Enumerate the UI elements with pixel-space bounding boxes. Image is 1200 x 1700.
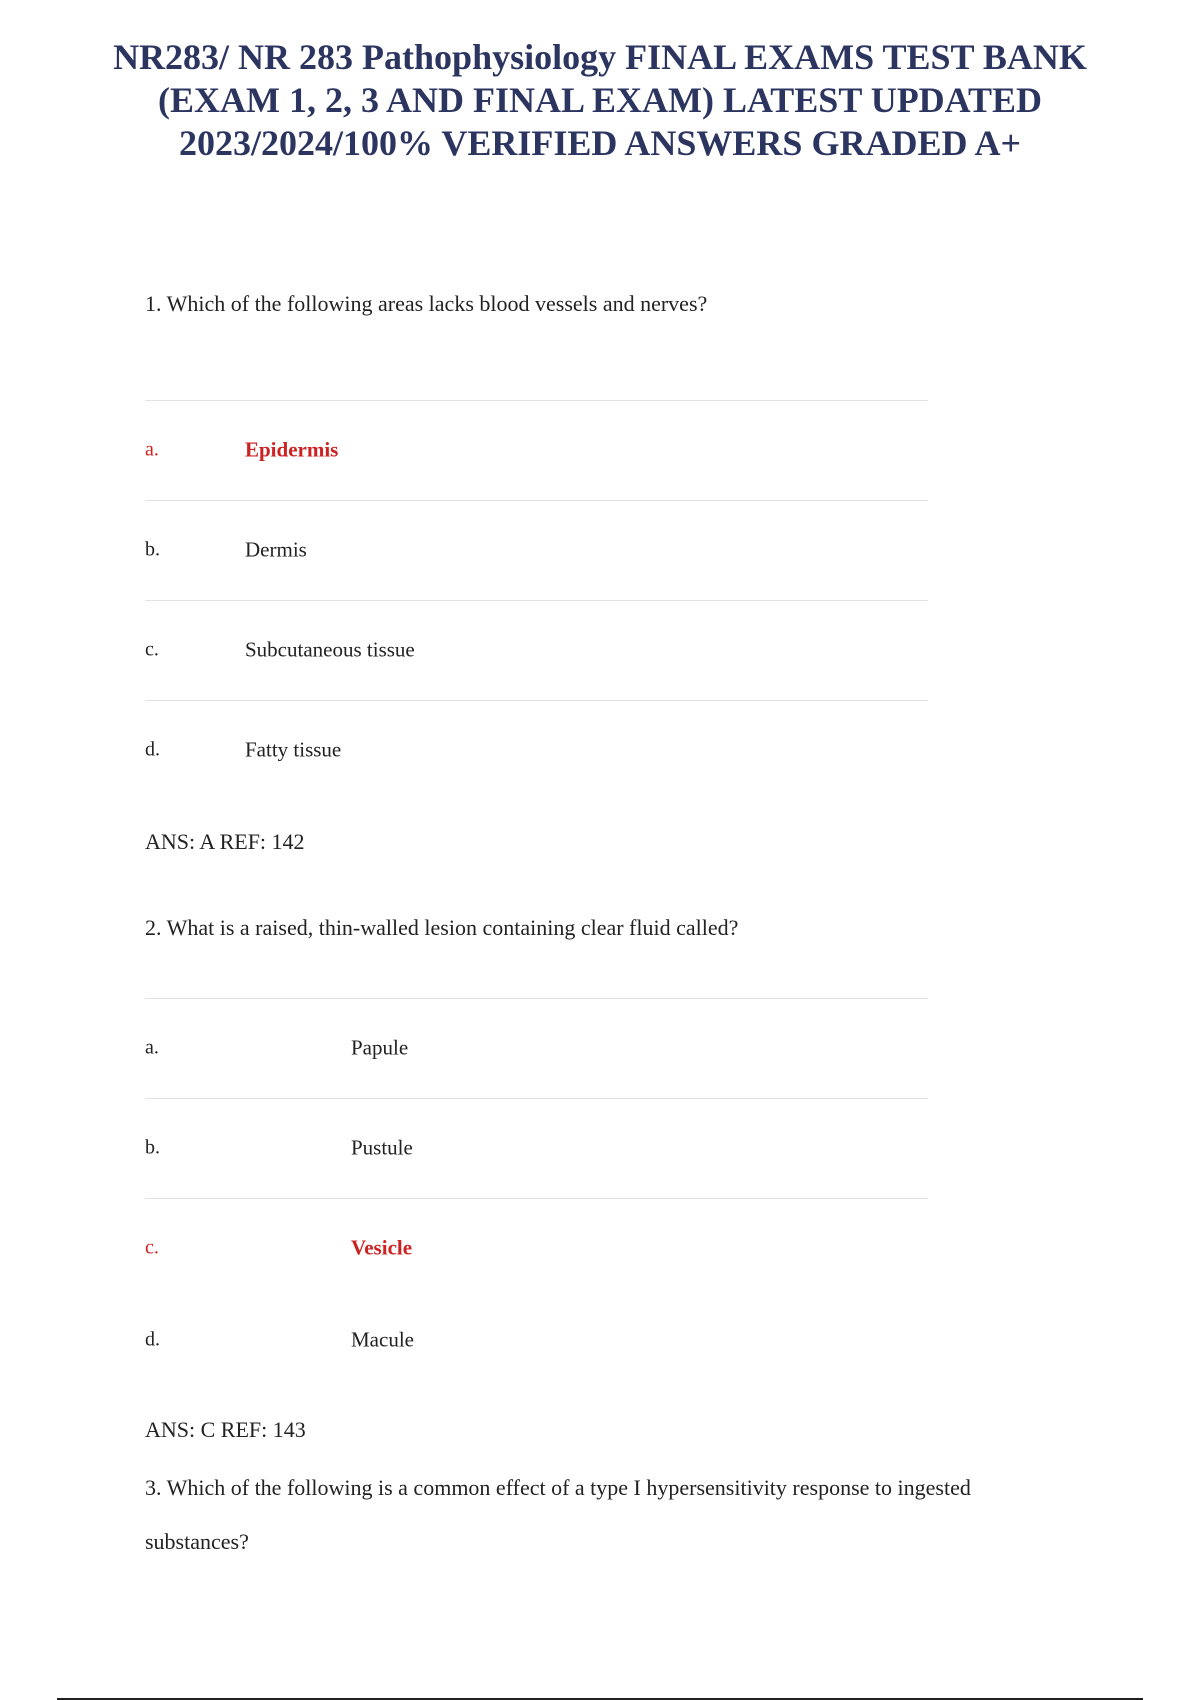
option-letter: b. [145,538,160,561]
option-divider [145,1198,928,1199]
option-letter: c. [145,1236,159,1259]
option-row [145,1298,928,1388]
option-row [145,998,928,1098]
option-divider [145,400,928,401]
option-divider [145,1098,928,1099]
option-letter: a. [145,1036,159,1059]
option-letter: d. [145,738,160,761]
question-2-answer: ANS: C REF: 143 [145,1417,306,1442]
option-row [145,400,928,500]
option-row [145,1198,928,1298]
option-row [145,1098,928,1198]
option-divider [145,998,928,999]
option-divider [145,700,928,701]
option-row [145,500,928,600]
option-text: Subcutaneous tissue [245,637,415,662]
option-text: Macule [351,1327,414,1352]
document-title: NR283/ NR 283 Pathophysiology FINAL EXAMS TEST BANK (EXAM 1, 2, 3 AND FINAL EXAM) LATEST UPDATED 2023/2024/100% VERIFIED ANSWERS GRADED A+ [113,37,1087,163]
option-letter: a. [145,438,159,461]
question-1-answer: ANS: A REF: 142 [145,829,305,854]
option-text-correct: Epidermis [245,437,339,462]
option-text: Fatty tissue [245,737,342,762]
question-2-text: 2. What is a raised, thin-walled lesion containing clear fluid called? [145,915,739,940]
option-divider [145,600,928,601]
option-letter: d. [145,1328,160,1351]
option-text-correct: Vesicle [351,1235,413,1260]
option-letter: c. [145,638,159,661]
question-2-options [145,998,928,1388]
option-row [145,700,928,800]
option-text: Pustule [351,1135,413,1160]
option-text: Papule [351,1035,409,1060]
question-1-options [145,400,928,800]
option-text: Dermis [245,537,307,562]
option-divider [145,500,928,501]
option-row [145,600,928,700]
question-1-text: 1. Which of the following areas lacks blood vessels and nerves? [145,291,708,316]
option-letter: b. [145,1136,160,1159]
question-3-text: 3. Which of the following is a common effect of a type I hypersensitivity response to ingested substances? [145,1475,971,1554]
